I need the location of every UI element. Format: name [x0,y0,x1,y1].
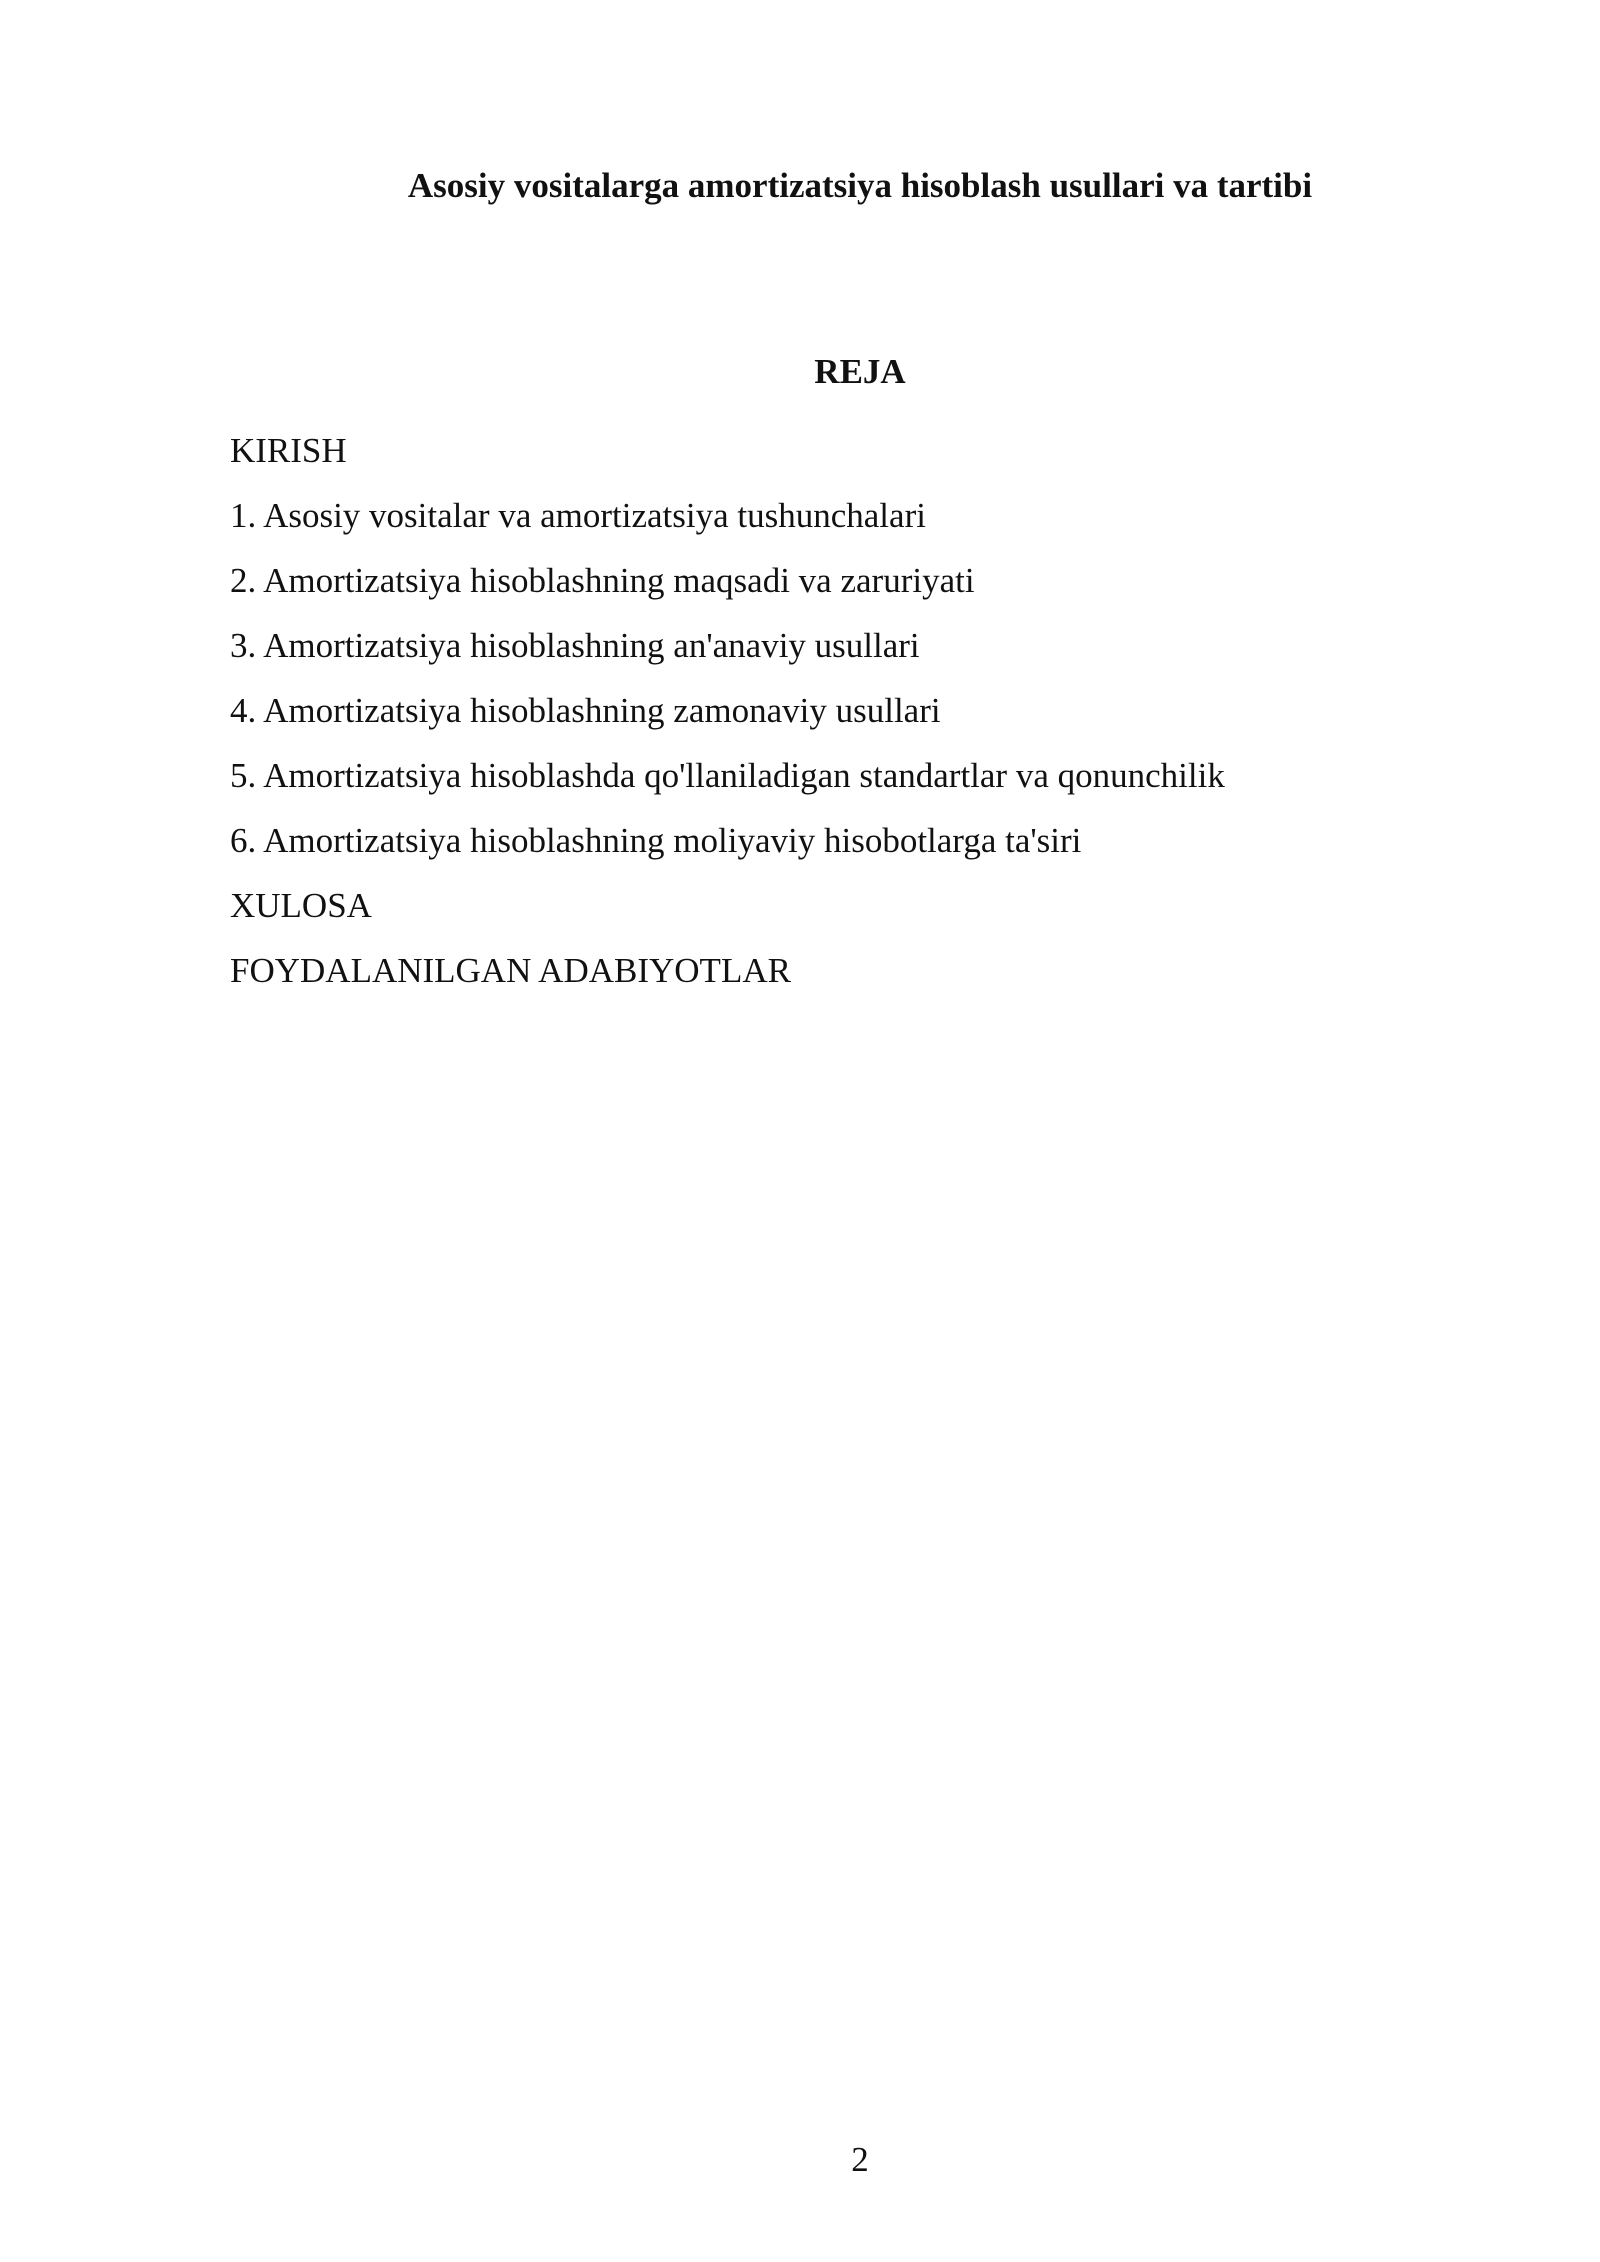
page-number: 2 [851,2140,869,2179]
plan-item-2: 2. Amortizatsiya hisoblashning maqsadi va zaruriyati [230,561,975,600]
plan-item-references: FOYDALANILGAN ADABIYOTLAR [230,951,791,990]
plan-item-3: 3. Amortizatsiya hisoblashning an'anaviy usullari [230,626,920,665]
plan-item-introduction: KIRISH [230,431,347,470]
plan-item-6: 6. Amortizatsiya hisoblashning moliyaviy hisobotlarga ta'siri [230,821,1082,860]
plan-heading: REJA [814,352,906,391]
plan-item-4: 4. Amortizatsiya hisoblashning zamonaviy usullari [230,691,941,730]
plan-list [230,418,1430,1003]
plan-item-1: 1. Asosiy vositalar va amortizatsiya tushunchalari [230,496,926,535]
plan-item-5: 5. Amortizatsiya hisoblashda qo'llaniladigan standartlar va qonunchilik [230,756,1225,795]
document-title: Asosiy vositalarga amortizatsiya hisoblash usullari va tartibi [407,166,1313,205]
plan-item-conclusion: XULOSA [230,886,372,925]
